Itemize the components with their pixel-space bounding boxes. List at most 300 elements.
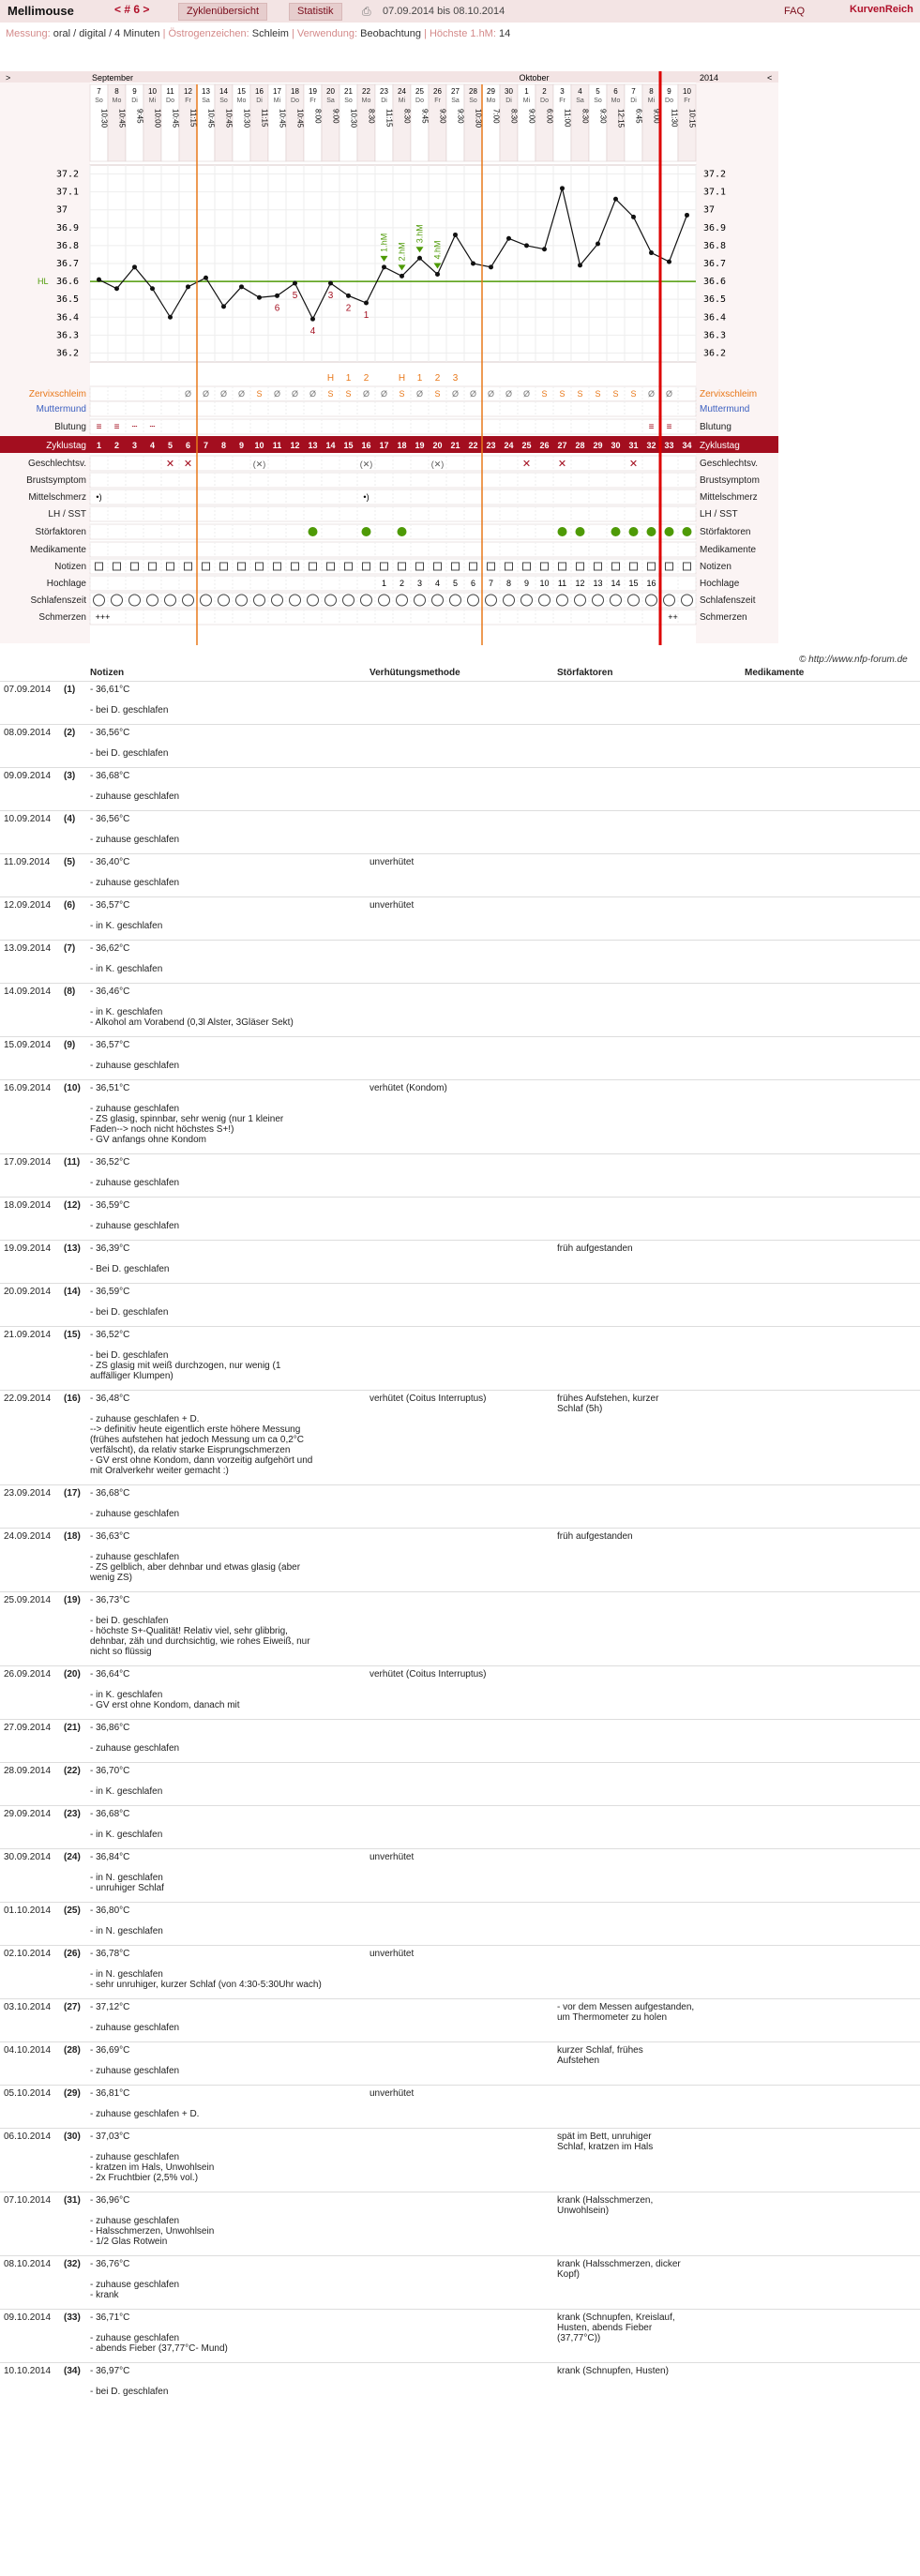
cervix-symbol: S [595,389,601,399]
note-daynum: (33) [64,2312,81,2323]
disturbance-icon [683,527,692,536]
ovulation-pain-mark: •) [363,492,370,502]
note-daynum: (31) [64,2195,81,2206]
cervix-symbol: Ø [487,389,495,399]
sleep-clock-icon [432,595,444,606]
disturbance-icon [665,527,674,536]
note-daynum: (6) [64,900,76,911]
sleep-clock-icon [557,595,568,606]
day-weekday: Mi [522,98,531,104]
day-time: 8:30 [367,109,376,124]
day-date: 11 [166,87,174,96]
tab-statistics[interactable]: Statistik [289,3,342,21]
notes-header [0,668,920,681]
row-label-right: Muttermund [700,404,750,414]
y-tick-right: 36.2 [703,348,727,359]
notes-row [0,1326,920,1390]
temp-point [453,233,458,237]
cervix-symbol: S [630,389,637,399]
temp-point [435,272,440,277]
day-weekday: Do [540,98,549,104]
high-phase-number: 12 [575,579,585,588]
cycle-day-number: 20 [432,441,443,450]
higher-measure-label: 2.hM [397,242,407,262]
sleep-clock-icon [539,595,550,606]
cycle-day-number: 3 [131,441,138,450]
low-temp-label: 2 [345,303,352,314]
day-time: 9:00 [652,109,661,124]
day-time: 12:15 [616,109,626,128]
day-time: 10:30 [349,109,358,128]
day-date: 13 [202,87,210,96]
day-date: 2 [542,87,547,96]
cervix-symbol: S [399,389,405,399]
bleeding-marker: ┄ [149,422,156,432]
sleep-clock-icon [361,595,372,606]
cycle-day-number: 4 [149,441,156,450]
cervix-symbol: Ø [184,389,192,399]
day-time: 11:15 [385,109,394,128]
note-text: - 36,63°C - zuhause geschlafen - ZS gelblich, aber dehnbar und etwas glasig (aber wenig ZS) [90,1531,301,1583]
note-text: - 36,57°C - in K. geschlafen [90,900,163,931]
note-date: 27.09.2014 [4,1723,52,1733]
cycle-chart-svg [0,71,778,653]
notes-row [0,767,920,810]
note-daynum: (28) [64,2045,81,2056]
sleep-clock-icon [486,595,497,606]
cervix-symbol: Ø [273,389,281,399]
cycle-day-number: 14 [325,441,336,450]
note-daynum: (32) [64,2259,81,2269]
note-date: 11.09.2014 [4,857,51,867]
notes-row [0,2255,920,2309]
note-text: - 36,96°C - zuhause geschlafen - Halsschmerzen, Unwohlsein - 1/2 Glas Rotwein [90,2195,215,2247]
y-tick-right: 36.3 [703,330,727,341]
note-daynum: (29) [64,2088,81,2099]
note-method: verhütet (Kondom) [370,1083,447,1093]
y-tick-left: 36.9 [56,222,80,233]
cervix-symbol: Ø [522,389,531,399]
y-tick-left: 36.5 [56,294,80,306]
note-method: unverhütet [370,857,415,867]
temp-point [221,304,226,309]
cervix-peak-label: H [326,373,335,384]
day-date: 23 [380,87,388,96]
y-tick-left: 36.2 [56,348,80,359]
day-weekday: Sa [451,98,460,104]
day-date: 22 [362,87,370,96]
notes-row [0,1484,920,1528]
faq-link[interactable]: FAQ [784,6,806,17]
day-date: 4 [578,87,582,96]
day-time: 8:30 [402,109,412,124]
y-tick-left: 36.3 [56,330,80,341]
sleep-clock-icon [504,595,515,606]
day-time: 6:45 [634,109,643,124]
note-date: 29.09.2014 [4,1809,52,1819]
day-date: 7 [97,87,101,96]
intercourse-protected: (✕) [252,459,266,469]
day-time: 10:30 [242,109,251,128]
disturbance-icon [362,527,371,536]
day-weekday: Fr [309,98,316,104]
day-time: 10:45 [171,109,180,128]
day-time: 11:00 [563,109,572,128]
sleep-clock-icon [611,595,622,606]
note-date: 30.09.2014 [4,1852,52,1862]
note-daynum: (23) [64,1809,81,1819]
note-disturbance: kurzer Schlaf, frühes Aufstehen [557,2045,643,2066]
sleep-clock-icon [468,595,479,606]
day-time: 10:45 [278,109,287,128]
bleeding-marker: ≡ [96,422,102,432]
cervix-symbol: Ø [219,389,228,399]
day-weekday: Di [256,98,263,104]
sleep-clock-icon [415,595,426,606]
cycle-day-number: 30 [611,441,621,450]
note-daynum: (7) [64,943,76,954]
high-phase-number: 6 [470,579,476,588]
note-date: 01.10.2014 [4,1906,52,1916]
notes-row [0,1805,920,1848]
cycle-day-number: 24 [504,441,514,450]
note-daynum: (21) [64,1723,81,1733]
day-date: 27 [451,87,460,96]
chart-prev-icon: > [6,73,11,83]
notes-row [0,2085,920,2128]
note-date: 17.09.2014 [4,1157,52,1167]
note-date: 07.09.2014 [4,685,52,695]
note-text: - 36,61°C - bei D. geschlafen [90,685,169,716]
note-daynum: (34) [64,2366,81,2376]
year-label: 2014 [700,73,719,83]
sleep-clock-icon [290,595,301,606]
cycle-day-number: 19 [415,441,425,450]
low-temp-label: 5 [292,291,298,301]
user-name: Mellimouse [8,4,74,18]
note-date: 24.09.2014 [4,1531,52,1542]
day-weekday: So [95,98,103,104]
sleep-clock-icon [112,595,123,606]
note-date: 13.09.2014 [4,943,52,954]
note-method: verhütet (Coitus Interruptus) [370,1669,487,1680]
info-bar: Messung: oral / digital / 4 Minuten | Östrogenzeichen: Schleim | Verwendung: Beobachtung | Höchste 1.hM: 14 [6,28,511,39]
row-label-right: LH / SST [700,509,738,520]
note-disturbance: krank (Halsschmerzen, dicker Kopf) [557,2259,681,2280]
row-label-right: Medikamente [700,545,757,555]
row-label-right: Mittelschmerz [700,492,758,503]
cycle-day-number: 26 [539,441,550,450]
y-tick-left: 36.4 [56,312,80,324]
notes-row [0,1153,920,1197]
note-text: - 36,80°C - in N. geschlafen [90,1906,163,1936]
day-weekday: Do [291,98,299,104]
temp-point [150,286,155,291]
day-weekday: So [469,98,477,104]
temp-point [506,236,511,241]
day-time: 10:45 [224,109,234,128]
day-weekday: Fr [559,98,566,104]
intercourse-protected: (✕) [359,459,373,469]
temp-point [186,284,190,289]
day-time: 9:30 [456,109,465,124]
note-daynum: (12) [64,1200,81,1211]
notes-row [0,810,920,853]
day-time: 9:00 [527,109,536,124]
day-weekday: Fr [684,98,690,104]
row-label-left: Schlafenszeit [30,595,86,606]
ovulation-pain-mark: •) [96,492,102,502]
notes-row [0,2362,920,2405]
note-daynum: (19) [64,1595,81,1605]
row-label-right: Störfaktoren [700,527,751,537]
note-date: 23.09.2014 [4,1488,52,1499]
intercourse-mark: ✕ [521,459,532,470]
temp-point [204,276,208,280]
day-date: 15 [237,87,246,96]
date-range: 07.09.2014 bis 08.10.2014 [383,6,505,17]
cycle-day-number: 7 [203,441,209,450]
notes-row [0,2309,920,2362]
day-date: 17 [273,87,281,96]
day-weekday: Di [381,98,387,104]
note-text: - 37,03°C - zuhause geschlafen - kratzen im Hals, Unwohlsein - 2x Fruchtbier (2,5% vol.) [90,2132,215,2183]
cycle-day-number: 2 [113,441,120,450]
note-daynum: (26) [64,1949,81,1959]
day-time: 8:30 [509,109,519,124]
temp-point [114,286,119,291]
day-time: 11:15 [189,109,198,128]
notes-row [0,1848,920,1902]
day-date: 28 [469,87,477,96]
y-tick-right: 36.7 [703,259,727,269]
notes-row [0,724,920,767]
high-phase-number: 2 [399,579,405,588]
notes-row [0,1197,920,1240]
note-date: 10.09.2014 [4,814,52,824]
sleep-clock-icon [628,595,640,606]
notes-table [0,668,920,2405]
note-disturbance: früh aufgestanden [557,1531,633,1542]
notes-row [0,1945,920,1998]
temp-point [328,281,333,286]
note-text: - 36,40°C - zuhause geschlafen [90,857,180,888]
note-date: 20.09.2014 [4,1287,52,1297]
col-disturbance: Störfaktoren [557,668,613,678]
row-label-left: Hochlage [46,579,86,589]
temp-point [649,250,654,255]
sleep-clock-icon [646,595,657,606]
note-date: 15.09.2014 [4,1040,52,1050]
notes-row [0,1591,920,1665]
measure-value: oral / digital / 4 Minuten [53,28,160,39]
cycle-day-number: 32 [646,441,656,450]
day-time: 9:00 [331,109,340,124]
highest-value: 14 [498,28,511,39]
row-label-right: Schlafenszeit [700,595,756,606]
day-time: 10:45 [117,109,127,128]
low-temp-label: 4 [309,326,316,338]
day-time: 11:30 [670,109,679,128]
disturbance-icon [558,527,567,536]
month-label: September [92,73,134,83]
note-disturbance: krank (Schnupfen, Husten) [557,2366,669,2376]
day-date: 24 [398,87,406,96]
pain-marker: +++ [95,612,111,622]
note-date: 05.10.2014 [4,2088,52,2099]
intercourse-mark: ✕ [628,459,639,470]
sleep-clock-icon [272,595,283,606]
day-date: 10 [148,87,157,96]
day-time: 9:30 [438,109,447,124]
day-date: 29 [487,87,495,96]
cycle-day-number: 21 [450,441,460,450]
day-date: 9 [132,87,137,96]
day-weekday: Mi [398,98,406,104]
cycle-day-number: 23 [486,441,496,450]
note-daynum: (27) [64,2002,81,2012]
note-text: - 37,12°C - zuhause geschlafen [90,2002,180,2033]
cervix-peak-label: 3 [452,373,459,384]
notes-row [0,1036,920,1079]
notes-row [0,1240,920,1283]
pain-marker: ++ [668,612,678,622]
day-date: 9 [667,87,671,96]
note-date: 09.10.2014 [4,2312,52,2323]
disturbance-icon [576,527,585,536]
intercourse-mark: ✕ [165,459,175,470]
note-text: - 36,48°C - zuhause geschlafen + D. --> definitiv heute eigentlich erste höhere Messung (frühes aufstehen hat jedoch Messung um ca 0,2°C verfälscht), da relativ starke Eisprungschmerzen - GV erst ohne Kondom, dann vorzeitig aufgehört und mit Oralverkehr weiter gemacht :) [90,1393,313,1476]
day-date: 12 [184,87,192,96]
cervix-peak-label: 2 [363,373,370,384]
note-text: - 36,56°C - bei D. geschlafen [90,728,169,759]
intercourse-protected: (✕) [430,459,445,469]
row-label-right: Zyklustag [700,441,740,451]
cycle-day-number: 9 [238,441,245,450]
notes-row [0,1762,920,1805]
day-date: 21 [344,87,353,96]
day-date: 20 [326,87,335,96]
row-label-right: Hochlage [700,579,740,589]
cervix-symbol: Ø [380,389,388,399]
day-weekday: Sa [576,98,584,104]
temp-point [578,263,582,267]
note-text: - 36,69°C - zuhause geschlafen [90,2045,180,2076]
day-weekday: Sa [326,98,335,104]
sleep-clock-icon [521,595,533,606]
notes-row [0,853,920,896]
cervix-symbol: Ø [202,389,210,399]
note-daynum: (20) [64,1669,81,1680]
disturbance-icon [611,527,621,536]
day-time: 10:00 [153,109,162,128]
high-phase-number: 13 [593,579,603,588]
note-text: - 36,46°C - in K. geschlafen - Alkohol am Vorabend (0,3l Alster, 3Gläser Sekt) [90,987,294,1028]
higher-measure-label: 4.hM [432,240,443,260]
note-date: 18.09.2014 [4,1200,52,1211]
intercourse-mark: ✕ [557,459,567,470]
cycle-day-number: 10 [254,441,264,450]
note-method: unverhütet [370,2088,415,2099]
high-phase-number: 14 [611,579,621,588]
usage-value: Beobachtung [360,28,421,39]
cycle-day-number: 28 [575,441,585,450]
day-time: 10:45 [295,109,305,128]
day-weekday: Di [505,98,512,104]
day-weekday: Mi [148,98,157,104]
cervix-symbol: S [256,389,263,399]
row-label-left: Brustsymptom [26,475,86,486]
cycle-day-number: 31 [628,441,639,450]
temp-point [132,264,137,269]
note-text: - 36,52°C - bei D. geschlafen - ZS glasig mit weiß durchzogen, nur wenig (1 auffälliger Klumpen) [90,1330,281,1381]
high-phase-number: 16 [646,579,656,588]
temp-point [542,247,547,251]
cervix-symbol: Ø [415,389,424,399]
note-disturbance: spät im Bett, unruhiger Schlaf, kratzen im Hals [557,2132,654,2152]
sleep-clock-icon [219,595,230,606]
high-phase-number: 3 [416,579,423,588]
note-date: 06.10.2014 [4,2132,52,2142]
cycle-day-number: 13 [308,441,318,450]
printer-icon[interactable]: ⎙ [362,5,371,18]
temp-point [471,262,475,266]
day-weekday: Di [131,98,138,104]
cycle-navigator[interactable]: < # 6 > [114,3,150,16]
high-phase-number: 1 [381,579,387,588]
cervix-symbol: Ø [665,389,673,399]
disturbance-icon [647,527,656,536]
tab-cycle-overview[interactable]: Zyklenübersicht [178,3,267,21]
disturbance-icon [309,527,318,536]
sleep-clock-icon [201,595,212,606]
cycle-day-number: 8 [220,441,227,450]
low-temp-label: 1 [363,310,370,321]
temp-point [168,315,173,320]
high-phase-number: 9 [523,579,530,588]
note-date: 08.10.2014 [4,2259,52,2269]
note-daynum: (9) [64,1040,76,1050]
notes-row [0,1719,920,1762]
day-weekday: Mo [486,98,496,104]
day-weekday: Mo [236,98,247,104]
temp-point [631,215,636,219]
day-time: 10:15 [687,109,697,128]
note-text: - 36,52°C - zuhause geschlafen [90,1157,180,1188]
sleep-clock-icon [343,595,354,606]
higher-measure-label: 1.hM [379,233,389,252]
temp-point [346,294,351,298]
sleep-clock-icon [593,595,604,606]
sleep-clock-icon [397,595,408,606]
cycle-day-number: 12 [290,441,300,450]
day-time: 8:30 [581,109,590,124]
note-daynum: (3) [64,771,76,781]
y-tick-right: 37.2 [703,169,727,180]
temp-point [417,256,422,261]
cervix-symbol: Ø [647,389,656,399]
sleep-clock-icon [575,595,586,606]
note-daynum: (16) [64,1393,81,1404]
notes-row [0,681,920,724]
y-tick-left: 36.7 [56,259,80,269]
cycle-day-number: 16 [361,441,371,450]
day-weekday: Mo [361,98,371,104]
y-tick-left: 36.6 [56,277,80,288]
note-date: 28.09.2014 [4,1766,52,1776]
day-weekday: So [344,98,353,104]
cervix-symbol: S [434,389,441,399]
